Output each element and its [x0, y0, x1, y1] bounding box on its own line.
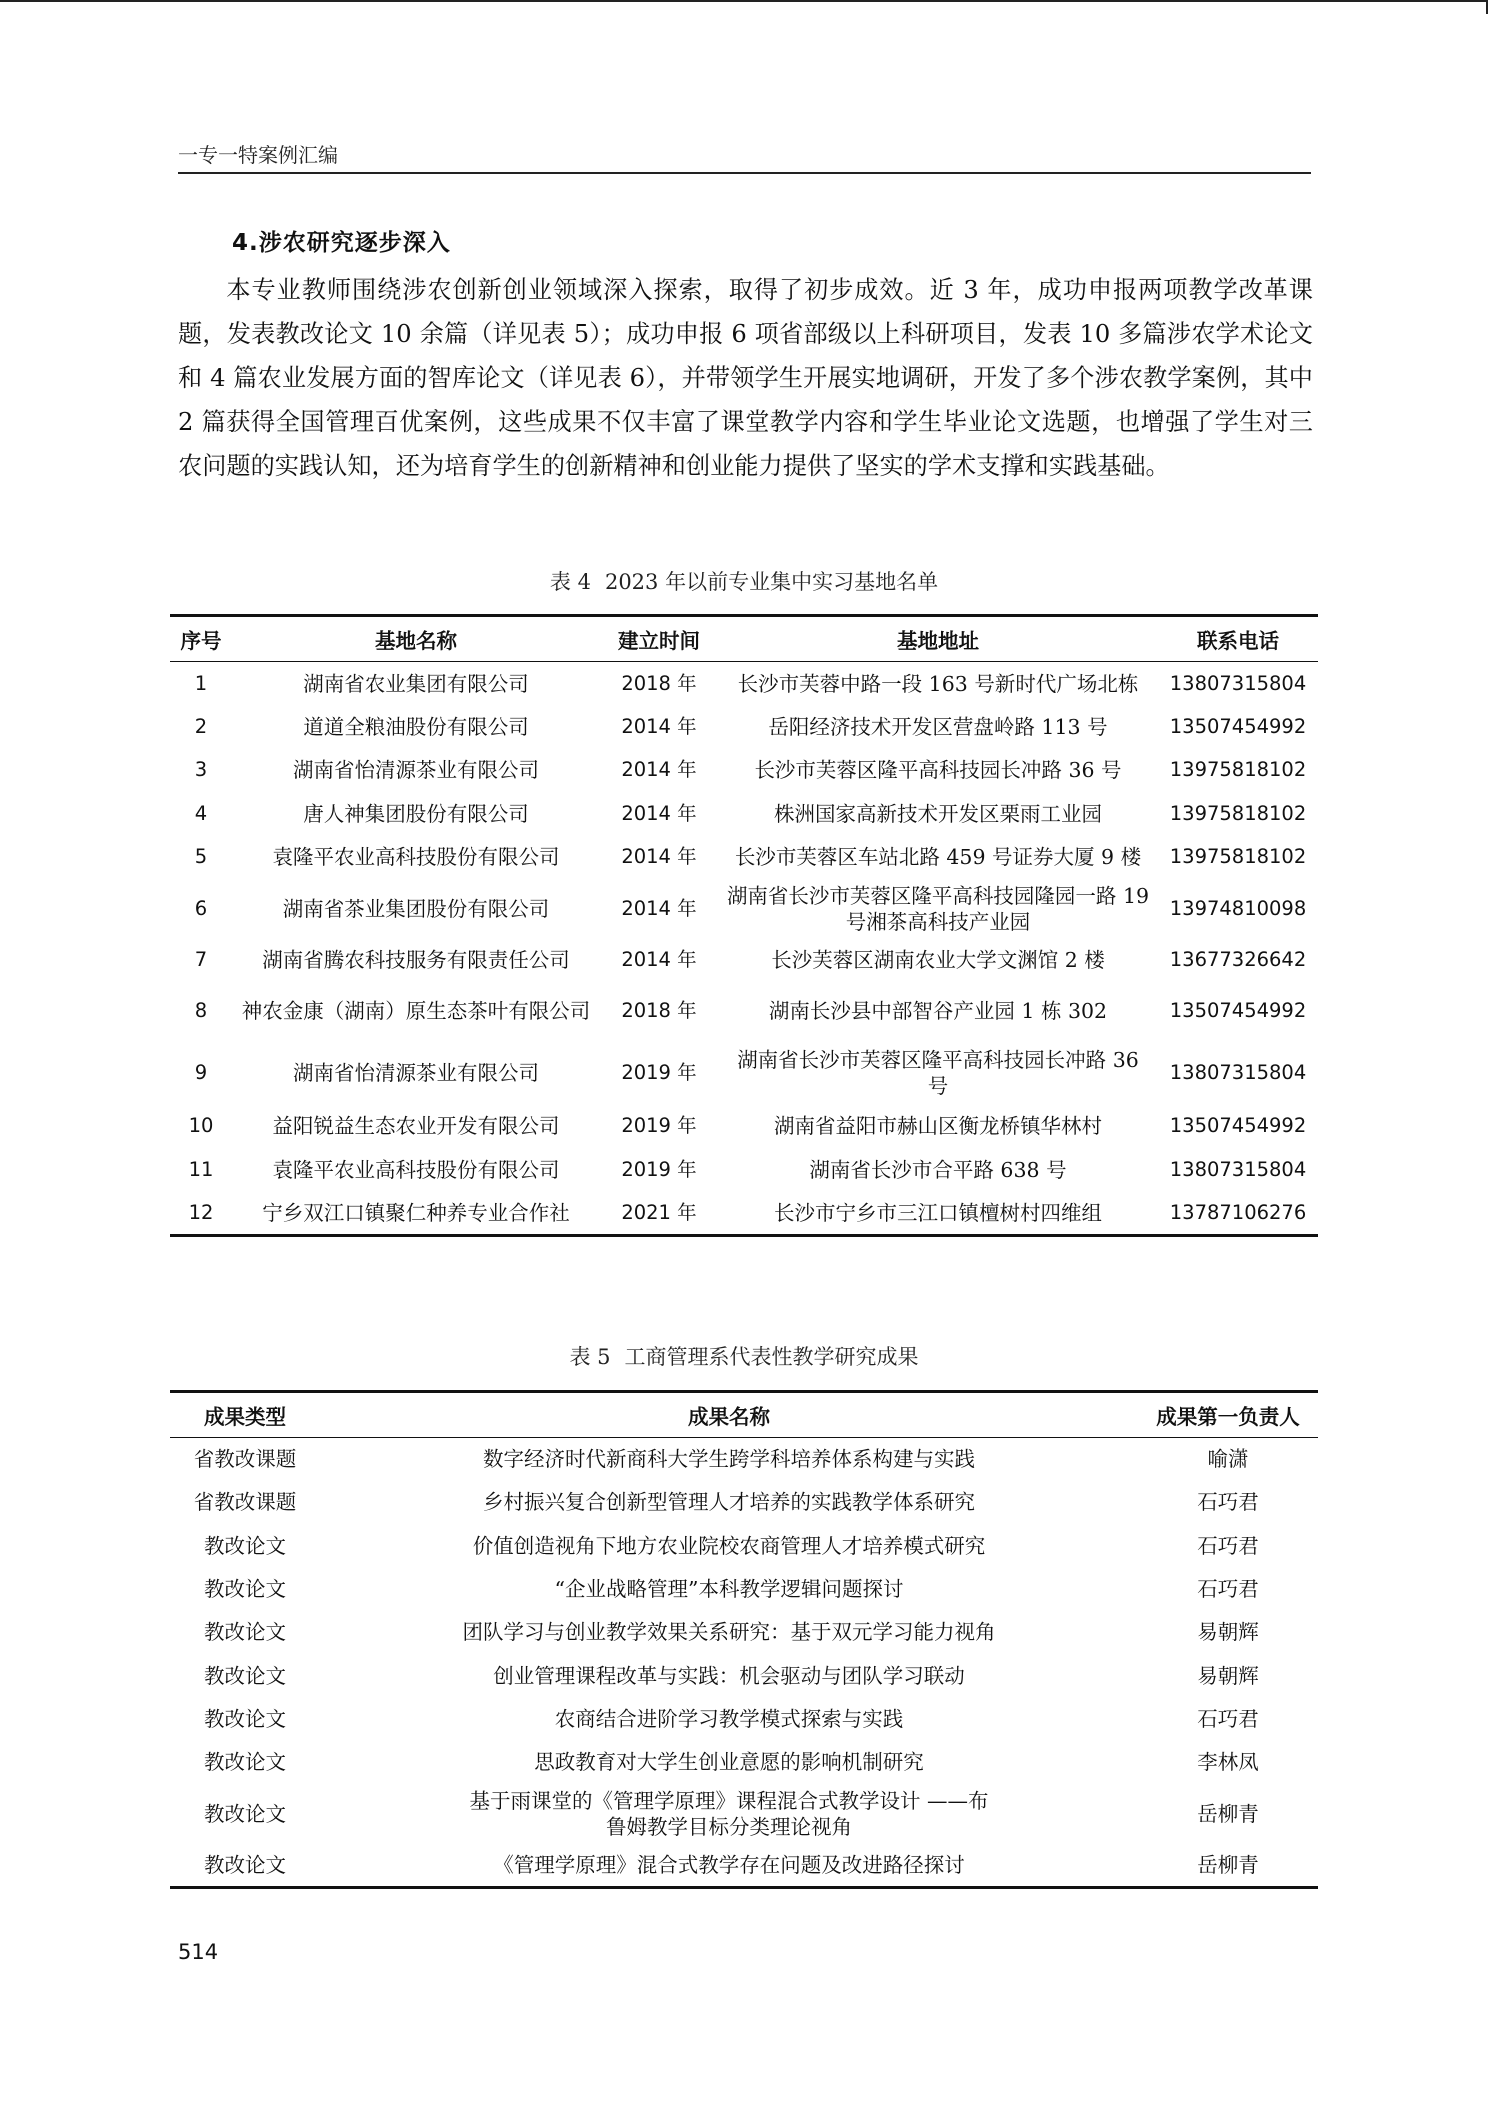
cell-base-name: 湖南省茶业集团股份有限公司: [282, 896, 550, 921]
cell-base-name: 湖南省农业集团有限公司: [303, 671, 529, 696]
table-row: [170, 836, 1318, 880]
cell-established: 2014 年: [621, 801, 697, 825]
page-number: 514: [178, 1940, 219, 1964]
cell-type: 教改论文: [204, 1533, 286, 1558]
cell-phone: 13975818102: [1169, 758, 1307, 782]
cell-achievement: 《管理学原理》混合式教学存在问题及改进路径探讨: [320, 1844, 1138, 1887]
internship-base-table: [170, 614, 1318, 1237]
cell-established: 2018 年: [621, 999, 697, 1022]
column-header-type: 成果类型: [170, 1392, 320, 1438]
table-row: [170, 1438, 1318, 1481]
cell-base-name: 袁隆平农业高科技股份有限公司: [272, 1157, 560, 1182]
cell-base-name: 湖南省怡清源茶业有限公司: [293, 758, 539, 783]
cell-index: 7: [194, 947, 208, 971]
cell-established: 2019 年: [621, 1114, 697, 1138]
column-header-base-name: 基地名称: [232, 616, 600, 662]
cell-address: 长沙市宁乡市三江口镇檀树村四维组: [718, 1192, 1158, 1236]
cell-lead: 石巧君: [1197, 1706, 1259, 1731]
cell-type: 教改论文: [204, 1663, 286, 1688]
cell-phone: 13975818102: [1169, 801, 1307, 825]
cell-type: 省教改课题: [193, 1490, 297, 1515]
table-row: [170, 662, 1318, 706]
cell-address: 株洲国家高新技术开发区栗雨工业园: [774, 801, 1102, 826]
table-row: [170, 1741, 1318, 1784]
cell-established: 2014 年: [621, 758, 697, 782]
cell-type: 省教改课题: [193, 1447, 297, 1472]
cell-phone: 13807315804: [1169, 1157, 1307, 1181]
table-row: [170, 1105, 1318, 1149]
cell-index: 3: [194, 758, 208, 782]
cell-achievement: 价值创造视角下地方农业院校农商管理人才培养模式研究: [472, 1533, 986, 1558]
cell-base-name: 唐人神集团股份有限公司: [303, 801, 529, 826]
cell-established: 2014 年: [621, 947, 697, 971]
table-row: [170, 982, 1318, 1041]
table-row: [170, 1148, 1318, 1192]
cell-achievement: “企业战略管理”本科教学逻辑问题探讨: [554, 1577, 904, 1602]
column-header-address: 基地地址: [718, 616, 1158, 662]
cell-index: 10: [188, 1114, 214, 1138]
cell-lead: 易朝辉: [1197, 1620, 1259, 1645]
cell-lead: 李林凤: [1197, 1750, 1259, 1775]
cell-phone: 13787106276: [1158, 1192, 1318, 1236]
cell-index: 6: [194, 896, 208, 920]
cell-established: 2018 年: [621, 671, 697, 695]
cell-base-name: 益阳锐益生态农业开发有限公司: [272, 1114, 560, 1139]
cell-base-name: 道道全粮油股份有限公司: [303, 714, 529, 739]
column-header-index: 序号: [170, 616, 232, 662]
cell-phone: 13807315804: [1169, 1060, 1307, 1084]
cell-base-name: 湖南省腾农科技服务有限责任公司: [262, 947, 570, 972]
cell-phone: 13807315804: [1169, 671, 1307, 695]
cell-achievement: 思政教育对大学生创业意愿的影响机制研究: [534, 1750, 924, 1775]
cell-established: 2014 年: [621, 714, 697, 738]
table-row: [170, 1524, 1318, 1567]
cell-type: 教改论文: [204, 1577, 286, 1602]
table-row: [170, 1192, 1318, 1236]
cell-type: 教改论文: [204, 1706, 286, 1731]
cell-achievement: 数字经济时代新商科大学生跨学科培养体系构建与实践: [483, 1447, 975, 1472]
table-row: [170, 749, 1318, 793]
table-header-row: [170, 1392, 1318, 1438]
cell-index: 9: [194, 1060, 208, 1084]
table-row: [170, 1844, 1318, 1887]
cell-lead: 岳柳青: [1197, 1801, 1259, 1826]
cell-index: 1: [194, 671, 208, 695]
cell-phone: 13507454992: [1169, 999, 1307, 1022]
table-row: [170, 1654, 1318, 1697]
teaching-research-table: [170, 1390, 1318, 1889]
body-paragraph: 本专业教师围绕涉农创新创业领域深入探索，取得了初步成效。近 3 年，成功申报两项教学改革课题，发表教改论文 10 余篇（详见表 5）；成功申报 6 项省部级以上科研项目，发表 10 多篇涉农学术论文和 4 篇农业发展方面的智库论文（详见表 6），并带领学生开展实地调研，开发了多个涉农教学案例，其中 2 篇获得全国管理百优案例，这些成果不仅丰富了课堂教学内容和学生毕业论文选题，也增强了学生对三农问题的实践认知，还为培育学生的创新精神和创业能力提供了坚实的学术支撑和实践基础。: [178, 276, 1313, 480]
cell-index: 11: [188, 1157, 214, 1181]
table-row: [170, 1567, 1318, 1610]
cell-achievement: 乡村振兴复合创新型管理人才培养的实践教学体系研究: [483, 1490, 975, 1515]
cell-lead: 喻潇: [1207, 1447, 1249, 1472]
cell-base-name: 袁隆平农业高科技股份有限公司: [272, 845, 560, 870]
cell-address: 湖南长沙县中部智谷产业园 1 栋 302: [768, 999, 1108, 1023]
cell-lead: 岳柳青: [1138, 1844, 1318, 1887]
cell-index: 4: [194, 801, 208, 825]
cell-established: 2014 年: [621, 845, 697, 869]
table4-caption-title: 2023 年以前专业集中实习基地名单: [604, 570, 939, 594]
cell-address: 湖南省长沙市芙蓉区隆平高科技园长冲路 36 号: [737, 1047, 1139, 1098]
table-row: [170, 879, 1318, 938]
running-header: 一专一特案例汇编: [178, 138, 1311, 174]
cell-phone: 13507454992: [1169, 1114, 1307, 1138]
table-row: [170, 1784, 1318, 1844]
cell-type: 教改论文: [204, 1801, 286, 1826]
cell-lead: 石巧君: [1197, 1490, 1259, 1515]
cell-address: 长沙芙蓉区湖南农业大学文渊馆 2 楼: [771, 947, 1105, 972]
table-row: [170, 1611, 1318, 1654]
cell-base-name: 神农金康（湖南）原生态茶叶有限公司: [241, 999, 591, 1023]
table-row: [170, 1041, 1318, 1105]
cell-address: 长沙市芙蓉区隆平高科技园长冲路 36 号: [754, 758, 1122, 783]
cell-type: 教改论文: [204, 1750, 286, 1775]
table5-caption-label: 表 5: [569, 1345, 611, 1369]
table4-caption: [0, 566, 1488, 596]
cell-established: 2021 年: [600, 1192, 718, 1236]
cell-base-name: 宁乡双江口镇聚仁种养专业合作社: [232, 1192, 600, 1236]
cell-achievement: 农商结合进阶学习教学模式探索与实践: [554, 1706, 904, 1731]
table5-caption-title: 工商管理系代表性教学研究成果: [624, 1345, 919, 1369]
column-header-phone: 联系电话: [1158, 616, 1318, 662]
cell-established: 2019 年: [621, 1060, 697, 1084]
page-top-border: [0, 0, 1486, 2]
cell-lead: 易朝辉: [1197, 1663, 1259, 1688]
cell-achievement: 基于雨课堂的《管理学原理》课程混合式教学设计 ——布鲁姆教学目标分类理论视角: [469, 1788, 989, 1839]
cell-phone: 13507454992: [1169, 714, 1307, 738]
column-header-established: 建立时间: [600, 616, 718, 662]
cell-address: 湖南省益阳市赫山区衡龙桥镇华林村: [774, 1114, 1102, 1139]
table-row: [170, 938, 1318, 982]
cell-lead: 石巧君: [1197, 1577, 1259, 1602]
table-header-row: [170, 616, 1318, 662]
column-header-lead: 成果第一负责人: [1138, 1392, 1318, 1438]
cell-phone: 13677326642: [1169, 947, 1307, 971]
table4-caption-label: 表 4: [549, 570, 591, 594]
cell-address: 长沙市芙蓉中路一段 163 号新时代广场北栋: [737, 671, 1139, 696]
cell-type: 教改论文: [204, 1620, 286, 1645]
table5-caption: [0, 1341, 1488, 1371]
section-heading: 4.涉农研究逐步深入: [232, 230, 451, 256]
cell-phone: 13975818102: [1169, 845, 1307, 869]
cell-lead: 石巧君: [1197, 1533, 1259, 1558]
cell-index: 8: [194, 999, 208, 1022]
cell-achievement: 创业管理课程改革与实践：机会驱动与团队学习联动: [493, 1663, 965, 1688]
cell-address: 长沙市芙蓉区车站北路 459 号证券大厦 9 楼: [734, 845, 1142, 870]
cell-phone: 13974810098: [1169, 896, 1307, 920]
table-row: [170, 1697, 1318, 1740]
cell-index: 2: [194, 714, 208, 738]
cell-index: 12: [170, 1192, 232, 1236]
cell-address: 湖南省长沙市芙蓉区隆平高科技园隆园一路 19 号湘茶高科技产业园: [726, 883, 1150, 934]
cell-achievement: 团队学习与创业教学效果关系研究：基于双元学习能力视角: [462, 1620, 996, 1645]
cell-base-name: 湖南省怡清源茶业有限公司: [293, 1060, 539, 1085]
cell-address: 湖南省长沙市合平路 638 号: [809, 1157, 1067, 1182]
column-header-achievement: 成果名称: [320, 1392, 1138, 1438]
cell-address: 岳阳经济技术开发区营盘岭路 113 号: [768, 714, 1108, 739]
cell-type: 教改论文: [170, 1844, 320, 1887]
table-row: [170, 1481, 1318, 1524]
cell-established: 2019 年: [621, 1157, 697, 1181]
cell-established: 2014 年: [621, 896, 697, 920]
cell-index: 5: [194, 845, 208, 869]
table-row: [170, 705, 1318, 749]
table-row: [170, 792, 1318, 836]
